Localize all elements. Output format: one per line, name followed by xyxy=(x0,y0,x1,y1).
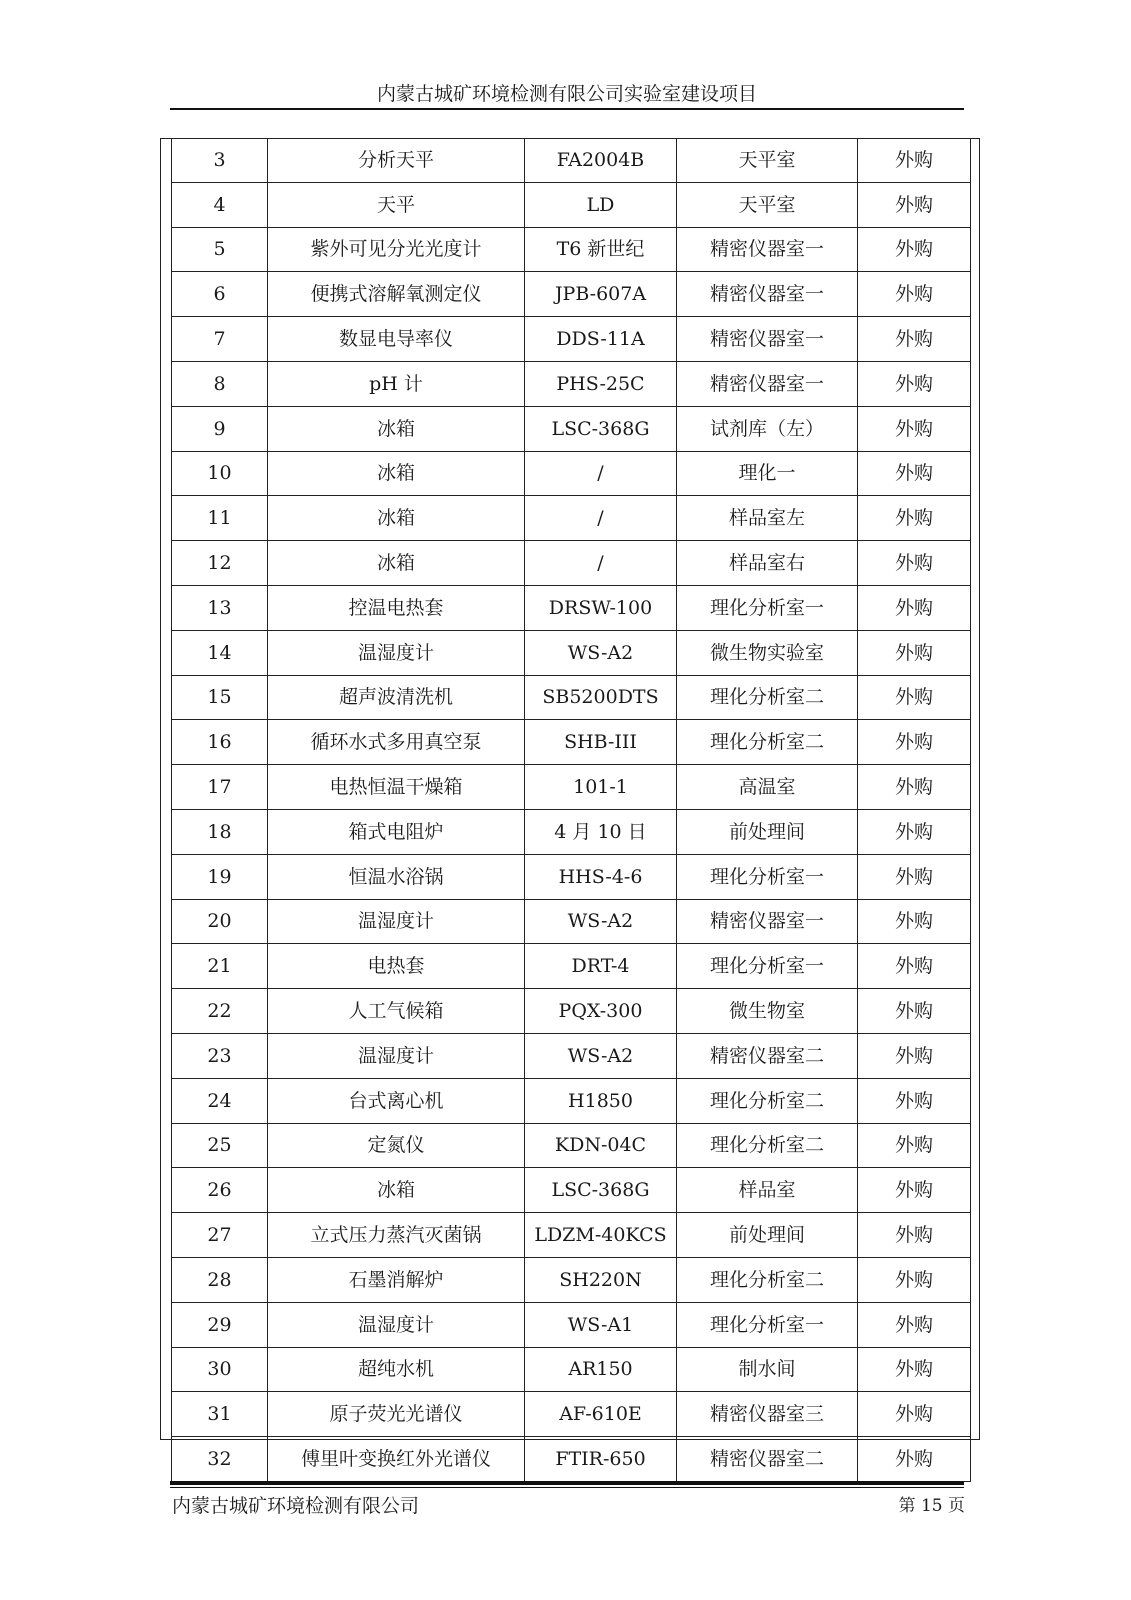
cell-number: 8 xyxy=(172,361,268,406)
table-row xyxy=(172,138,971,182)
cell-source: 外购 xyxy=(858,406,971,451)
cell-number: 18 xyxy=(172,809,268,854)
cell-number: 12 xyxy=(172,541,268,586)
cell-source: 外购 xyxy=(858,272,971,317)
cell-source: 外购 xyxy=(858,1033,971,1078)
cell-source: 外购 xyxy=(858,989,971,1034)
cell-location: 天平室 xyxy=(677,182,858,227)
footer-divider-thin xyxy=(170,1487,964,1488)
cell-number: 6 xyxy=(172,272,268,317)
cell-equipment-name: 紫外可见分光光度计 xyxy=(268,227,525,272)
footer-page-number: 第 15 页 xyxy=(898,1496,965,1516)
footer-company-name: 内蒙古城矿环境检测有限公司 xyxy=(172,1495,420,1517)
cell-model: SHB-III xyxy=(525,720,677,765)
cell-location: 样品室右 xyxy=(677,541,858,586)
cell-model: LD xyxy=(525,182,677,227)
cell-source: 外购 xyxy=(858,227,971,272)
cell-number: 4 xyxy=(172,182,268,227)
cell-equipment-name: 电热恒温干燥箱 xyxy=(268,765,525,810)
cell-number: 11 xyxy=(172,496,268,541)
cell-location: 理化一 xyxy=(677,451,858,496)
cell-equipment-name: 箱式电阻炉 xyxy=(268,809,525,854)
cell-location: 高温室 xyxy=(677,765,858,810)
table-row xyxy=(172,541,971,586)
cell-model: KDN-04C xyxy=(525,1123,677,1168)
cell-equipment-name: 人工气候箱 xyxy=(268,989,525,1034)
cell-location: 精密仪器室一 xyxy=(677,317,858,362)
cell-model: HHS-4-6 xyxy=(525,854,677,899)
cell-equipment-name: 定氮仪 xyxy=(268,1123,525,1168)
table-row xyxy=(172,720,971,765)
cell-location: 理化分析室二 xyxy=(677,675,858,720)
cell-number: 9 xyxy=(172,406,268,451)
cell-model: WS-A2 xyxy=(525,630,677,675)
cell-number: 7 xyxy=(172,317,268,362)
cell-location: 理化分析室一 xyxy=(677,1302,858,1347)
cell-equipment-name: 冰箱 xyxy=(268,451,525,496)
table-row xyxy=(172,272,971,317)
cell-equipment-name: 恒温水浴锅 xyxy=(268,854,525,899)
cell-equipment-name: 原子荧光光谱仪 xyxy=(268,1392,525,1437)
cell-number: 23 xyxy=(172,1033,268,1078)
cell-equipment-name: 超声波清洗机 xyxy=(268,675,525,720)
cell-number: 29 xyxy=(172,1302,268,1347)
cell-source: 外购 xyxy=(858,854,971,899)
cell-model: WS-A2 xyxy=(525,899,677,944)
cell-location: 前处理间 xyxy=(677,1213,858,1258)
cell-location: 精密仪器室三 xyxy=(677,1392,858,1437)
table-row xyxy=(172,1257,971,1302)
cell-model: WS-A2 xyxy=(525,1033,677,1078)
cell-source: 外购 xyxy=(858,1213,971,1258)
cell-model: JPB-607A xyxy=(525,272,677,317)
cell-source: 外购 xyxy=(858,585,971,630)
cell-equipment-name: 冰箱 xyxy=(268,541,525,586)
table-row xyxy=(172,406,971,451)
table-row xyxy=(172,1347,971,1392)
cell-source: 外购 xyxy=(858,675,971,720)
cell-location: 微生物实验室 xyxy=(677,630,858,675)
cell-source: 外购 xyxy=(858,1302,971,1347)
cell-equipment-name: 冰箱 xyxy=(268,406,525,451)
table-row xyxy=(172,1168,971,1213)
cell-model: FTIR-650 xyxy=(525,1437,677,1482)
equipment-table xyxy=(171,138,971,1482)
cell-source: 外购 xyxy=(858,138,971,182)
cell-model: DDS-11A xyxy=(525,317,677,362)
cell-number: 17 xyxy=(172,765,268,810)
cell-source: 外购 xyxy=(858,1347,971,1392)
cell-location: 天平室 xyxy=(677,138,858,182)
cell-equipment-name: 电热套 xyxy=(268,944,525,989)
cell-number: 13 xyxy=(172,585,268,630)
table-row xyxy=(172,944,971,989)
cell-equipment-name: 数显电导率仪 xyxy=(268,317,525,362)
cell-equipment-name: 台式离心机 xyxy=(268,1078,525,1123)
cell-model: SB5200DTS xyxy=(525,675,677,720)
table-row xyxy=(172,630,971,675)
cell-model: SH220N xyxy=(525,1257,677,1302)
cell-equipment-name: 温湿度计 xyxy=(268,899,525,944)
cell-location: 理化分析室一 xyxy=(677,944,858,989)
cell-source: 外购 xyxy=(858,765,971,810)
cell-model: AF-610E xyxy=(525,1392,677,1437)
cell-equipment-name: 天平 xyxy=(268,182,525,227)
cell-model: DRSW-100 xyxy=(525,585,677,630)
table-row xyxy=(172,1213,971,1258)
cell-equipment-name: 控温电热套 xyxy=(268,585,525,630)
table-row xyxy=(172,1302,971,1347)
table-row xyxy=(172,361,971,406)
cell-location: 理化分析室一 xyxy=(677,585,858,630)
cell-source: 外购 xyxy=(858,1437,971,1482)
cell-equipment-name: 循环水式多用真空泵 xyxy=(268,720,525,765)
cell-model: DRT-4 xyxy=(525,944,677,989)
cell-model: 4 月 10 日 xyxy=(525,809,677,854)
cell-equipment-name: 石墨消解炉 xyxy=(268,1257,525,1302)
footer-divider-thick xyxy=(170,1481,964,1485)
cell-source: 外购 xyxy=(858,541,971,586)
table-row xyxy=(172,496,971,541)
cell-number: 32 xyxy=(172,1437,268,1482)
cell-number: 24 xyxy=(172,1078,268,1123)
cell-location: 精密仪器室一 xyxy=(677,227,858,272)
cell-number: 27 xyxy=(172,1213,268,1258)
header-divider xyxy=(170,108,964,110)
cell-number: 3 xyxy=(172,138,268,182)
cell-number: 22 xyxy=(172,989,268,1034)
cell-number: 26 xyxy=(172,1168,268,1213)
cell-source: 外购 xyxy=(858,361,971,406)
cell-equipment-name: 便携式溶解氧测定仪 xyxy=(268,272,525,317)
cell-model: LSC-368G xyxy=(525,406,677,451)
cell-location: 制水间 xyxy=(677,1347,858,1392)
table-row xyxy=(172,585,971,630)
cell-source: 外购 xyxy=(858,944,971,989)
table-row xyxy=(172,675,971,720)
cell-equipment-name: 冰箱 xyxy=(268,1168,525,1213)
table-row xyxy=(172,227,971,272)
table-row xyxy=(172,854,971,899)
cell-equipment-name: 温湿度计 xyxy=(268,630,525,675)
cell-location: 精密仪器室二 xyxy=(677,1033,858,1078)
table-row xyxy=(172,1392,971,1437)
table-row xyxy=(172,1033,971,1078)
cell-location: 精密仪器室一 xyxy=(677,361,858,406)
cell-equipment-name: 冰箱 xyxy=(268,496,525,541)
cell-model: PQX-300 xyxy=(525,989,677,1034)
table-row xyxy=(172,989,971,1034)
table-row xyxy=(172,1123,971,1168)
cell-number: 28 xyxy=(172,1257,268,1302)
cell-model: H1850 xyxy=(525,1078,677,1123)
cell-location: 微生物室 xyxy=(677,989,858,1034)
cell-equipment-name: 傅里叶变换红外光谱仪 xyxy=(268,1437,525,1482)
cell-location: 精密仪器室二 xyxy=(677,1437,858,1482)
table-row xyxy=(172,899,971,944)
cell-model: PHS-25C xyxy=(525,361,677,406)
cell-source: 外购 xyxy=(858,451,971,496)
cell-equipment-name: pH 计 xyxy=(268,361,525,406)
cell-source: 外购 xyxy=(858,1168,971,1213)
cell-model: WS-A1 xyxy=(525,1302,677,1347)
cell-model: LDZM-40KCS xyxy=(525,1213,677,1258)
cell-location: 理化分析室一 xyxy=(677,854,858,899)
cell-location: 理化分析室二 xyxy=(677,1078,858,1123)
cell-model: T6 新世纪 xyxy=(525,227,677,272)
cell-number: 14 xyxy=(172,630,268,675)
table-row xyxy=(172,765,971,810)
cell-equipment-name: 温湿度计 xyxy=(268,1033,525,1078)
cell-number: 31 xyxy=(172,1392,268,1437)
cell-number: 5 xyxy=(172,227,268,272)
cell-number: 16 xyxy=(172,720,268,765)
cell-location: 理化分析室二 xyxy=(677,1123,858,1168)
cell-location: 前处理间 xyxy=(677,809,858,854)
cell-location: 精密仪器室一 xyxy=(677,272,858,317)
cell-location: 理化分析室二 xyxy=(677,1257,858,1302)
cell-model: LSC-368G xyxy=(525,1168,677,1213)
cell-model: FA2004B xyxy=(525,138,677,182)
cell-location: 试剂库（左） xyxy=(677,406,858,451)
cell-model: / xyxy=(525,496,677,541)
cell-location: 样品室 xyxy=(677,1168,858,1213)
table-row xyxy=(172,451,971,496)
table-row xyxy=(172,1437,971,1482)
cell-number: 20 xyxy=(172,899,268,944)
cell-source: 外购 xyxy=(858,1392,971,1437)
cell-location: 精密仪器室一 xyxy=(677,899,858,944)
cell-number: 19 xyxy=(172,854,268,899)
cell-source: 外购 xyxy=(858,1123,971,1168)
cell-number: 15 xyxy=(172,675,268,720)
cell-source: 外购 xyxy=(858,899,971,944)
cell-number: 30 xyxy=(172,1347,268,1392)
cell-source: 外购 xyxy=(858,630,971,675)
cell-source: 外购 xyxy=(858,1078,971,1123)
cell-source: 外购 xyxy=(858,809,971,854)
cell-number: 21 xyxy=(172,944,268,989)
table-row xyxy=(172,809,971,854)
cell-equipment-name: 立式压力蒸汽灭菌锅 xyxy=(268,1213,525,1258)
cell-equipment-name: 分析天平 xyxy=(268,138,525,182)
table-row xyxy=(172,1078,971,1123)
cell-source: 外购 xyxy=(858,1257,971,1302)
cell-location: 样品室左 xyxy=(677,496,858,541)
cell-model: AR150 xyxy=(525,1347,677,1392)
cell-equipment-name: 超纯水机 xyxy=(268,1347,525,1392)
cell-number: 25 xyxy=(172,1123,268,1168)
cell-location: 理化分析室二 xyxy=(677,720,858,765)
cell-source: 外购 xyxy=(858,182,971,227)
cell-equipment-name: 温湿度计 xyxy=(268,1302,525,1347)
cell-model: 101-1 xyxy=(525,765,677,810)
page-header-title: 内蒙古城矿环境检测有限公司实验室建设项目 xyxy=(376,83,757,105)
cell-source: 外购 xyxy=(858,317,971,362)
cell-model: / xyxy=(525,541,677,586)
cell-model: / xyxy=(525,451,677,496)
equipment-table-body xyxy=(172,138,971,1481)
table-row xyxy=(172,317,971,362)
cell-number: 10 xyxy=(172,451,268,496)
cell-source: 外购 xyxy=(858,720,971,765)
cell-source: 外购 xyxy=(858,496,971,541)
table-row xyxy=(172,182,971,227)
